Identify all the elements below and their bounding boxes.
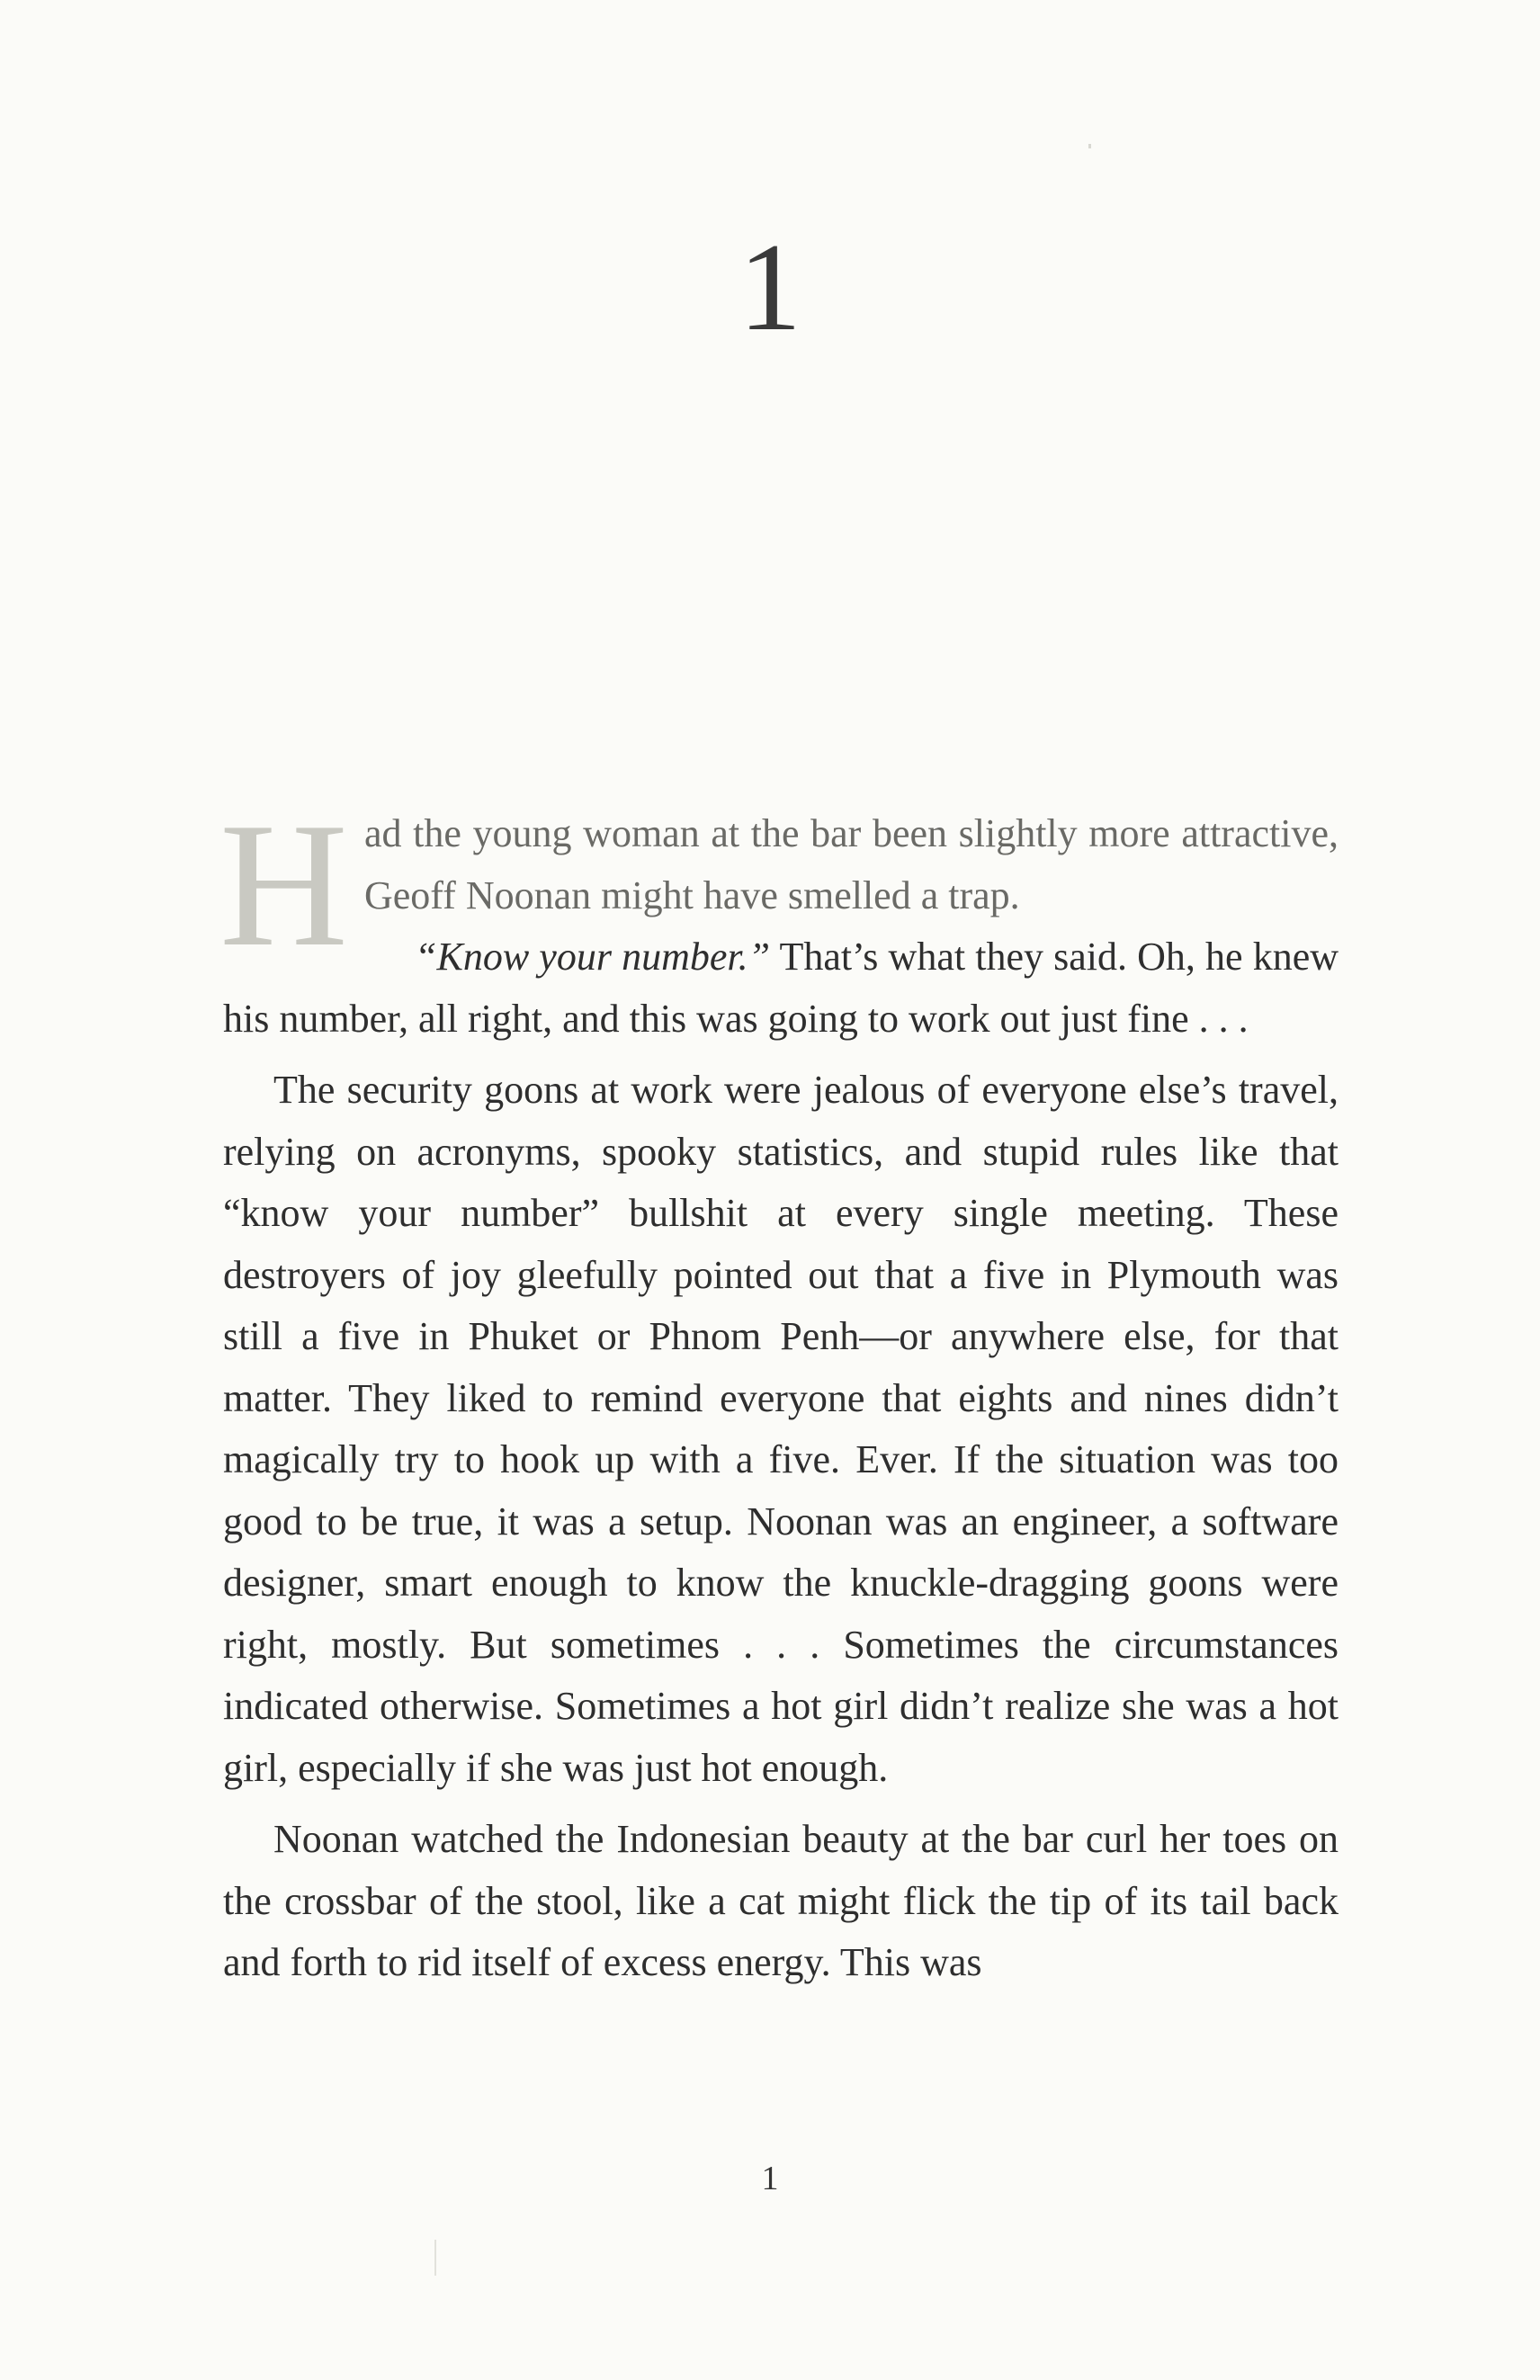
page-number: 1 bbox=[761, 2160, 779, 2197]
paper-speck bbox=[1088, 144, 1091, 148]
body-text bbox=[219, 786, 1339, 1994]
paragraph-2-quote: “Know your number.” bbox=[415, 935, 771, 979]
paragraph-2 bbox=[223, 926, 1339, 1050]
paragraph-3: The security goons at work were jealous of everyone else’s travel, relying on acronyms, spooky statistics, and stupid rules like that “know your number” bullshit at every single meeting. These destroyers of joy gleefully pointed out that a five in Plymouth was still a five in Phuket or Phnom Penh—or anywhere else, for that matter. They liked to remind everyone that eights and nines didn’t magically try to hook up with a five. Ever. If the situation was too good to be true, it was a setup. Noonan was an engineer, a software designer, smart enough to know the knuckle-dragging goons were right, mostly. But sometimes . . . Sometimes the circumstances indicated otherwise. Sometimes a hot girl didn’t realize she was a hot girl, especially if she was just hot enough. bbox=[223, 1068, 1339, 1790]
drop-cap: H bbox=[219, 786, 348, 983]
chapter-number: 1 bbox=[739, 218, 801, 357]
paragraph-4: Noonan watched the Indonesian beauty at the bar curl her toes on the crossbar of the stool, like a cat might flick the tip of its tail back and forth to rid itself of excess energy. This was bbox=[223, 1817, 1339, 1984]
paragraph-2-text: That’s what they said. Oh, he knew his number, all right, and this was going to work out just fine . . . bbox=[223, 935, 1339, 1041]
paper-speck bbox=[434, 2240, 436, 2276]
paragraph-1-text: ad the young woman at the bar been slightly more attractive, Geoff Noonan might have smelled a trap. bbox=[364, 811, 1339, 917]
